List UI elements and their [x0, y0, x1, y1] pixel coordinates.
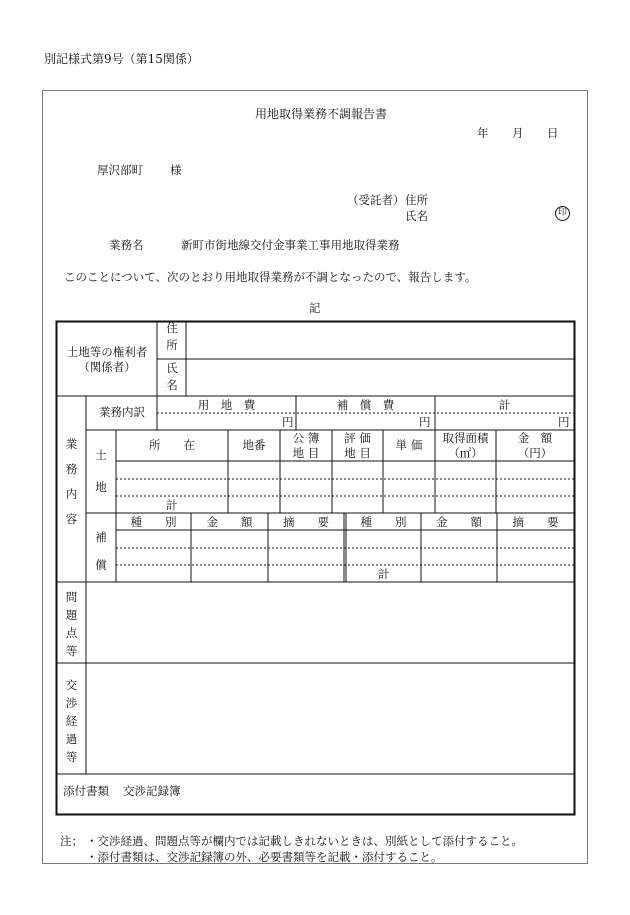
land-label: 土 地 [95, 448, 107, 494]
col-registry-1: 公 簿 [292, 431, 320, 445]
rights-holder-sublabel: （関係者） [78, 360, 136, 374]
land-total-label: 計 [166, 498, 178, 512]
col-unit-price: 単 価 [395, 438, 423, 452]
col-registry-2: 地 目 [292, 446, 320, 460]
comp-col-type-1: 種 別 [130, 515, 177, 529]
comp-col-amount-1: 金 額 [206, 515, 253, 529]
contractor-address-label: 住所 [405, 193, 428, 207]
address-label: 住 所 [166, 321, 178, 352]
compensation-cost-yen: 円 [419, 415, 431, 429]
date-day: 日 [547, 126, 559, 140]
recipient-name: 厚沢部町 [97, 163, 143, 177]
document-title: 用地取得業務不調報告書 [255, 107, 388, 121]
record-label: 記 [309, 301, 321, 315]
compensation-label: 補 償 [95, 530, 107, 572]
land-cost-header: 用 地 費 [197, 398, 256, 412]
comp-col-summary-2: 摘 要 [512, 515, 559, 529]
problems-label: 問 題 点 等 [65, 590, 78, 658]
attachments-value: 交渉記録簿 [123, 784, 181, 798]
date-year: 年 [477, 126, 489, 140]
business-content-label: 業 務 内 容 [65, 437, 78, 526]
notes-prefix: 注； [60, 834, 83, 848]
col-area-2: （㎡） [448, 446, 483, 460]
comp-col-type-2: 種 別 [360, 515, 407, 529]
date-month: 月 [512, 126, 524, 140]
total-header: 計 [498, 398, 511, 412]
col-valuation-2: 地 目 [344, 446, 371, 460]
col-valuation-1: 評 価 [344, 431, 371, 445]
statement: このことについて、次のとおり用地取得業務が不調となったので、報告します。 [64, 270, 477, 284]
breakdown-label: 業務内訳 [99, 405, 145, 419]
col-area-1: 取得面積 [442, 431, 489, 445]
col-amount-1: 金 額 [517, 431, 553, 445]
seal-mark: 印 [555, 206, 570, 221]
total-yen: 円 [558, 415, 570, 429]
comp-col-summary-1: 摘 要 [283, 515, 329, 529]
name-label: 氏 名 [166, 361, 178, 392]
note-line-1: ・交渉経過、問題点等が欄内では記載しきれないときは、別紙として添付すること。 [86, 834, 523, 848]
negotiation-label: 交 渉 経 過 等 [65, 678, 78, 764]
project-label: 業務名 [109, 238, 144, 252]
note-line-2: ・添付書類は、交渉記録簿の外、必要書類等を記載・添付すること。 [86, 850, 443, 864]
form-number: 別記様式第9号（第15関係） [44, 52, 199, 66]
col-location: 所 在 [149, 438, 195, 452]
col-amount-2: （円） [517, 446, 553, 460]
rights-holder-label: 土地等の権利者 [66, 345, 148, 359]
contractor-label: （受託者） [347, 193, 405, 207]
col-lot-number: 地番 [242, 438, 266, 452]
attachments-label: 添付書類 [63, 784, 109, 798]
compensation-total-label: 計 [378, 567, 390, 581]
land-cost-yen: 円 [282, 415, 294, 429]
comp-col-amount-2: 金 額 [436, 515, 482, 529]
contractor-name-label: 氏名 [405, 209, 428, 223]
compensation-cost-header: 補 償 費 [336, 398, 395, 412]
recipient-honorific: 様 [170, 163, 182, 177]
project-name: 新町市街地線交付金事業工事用地取得業務 [181, 238, 400, 252]
